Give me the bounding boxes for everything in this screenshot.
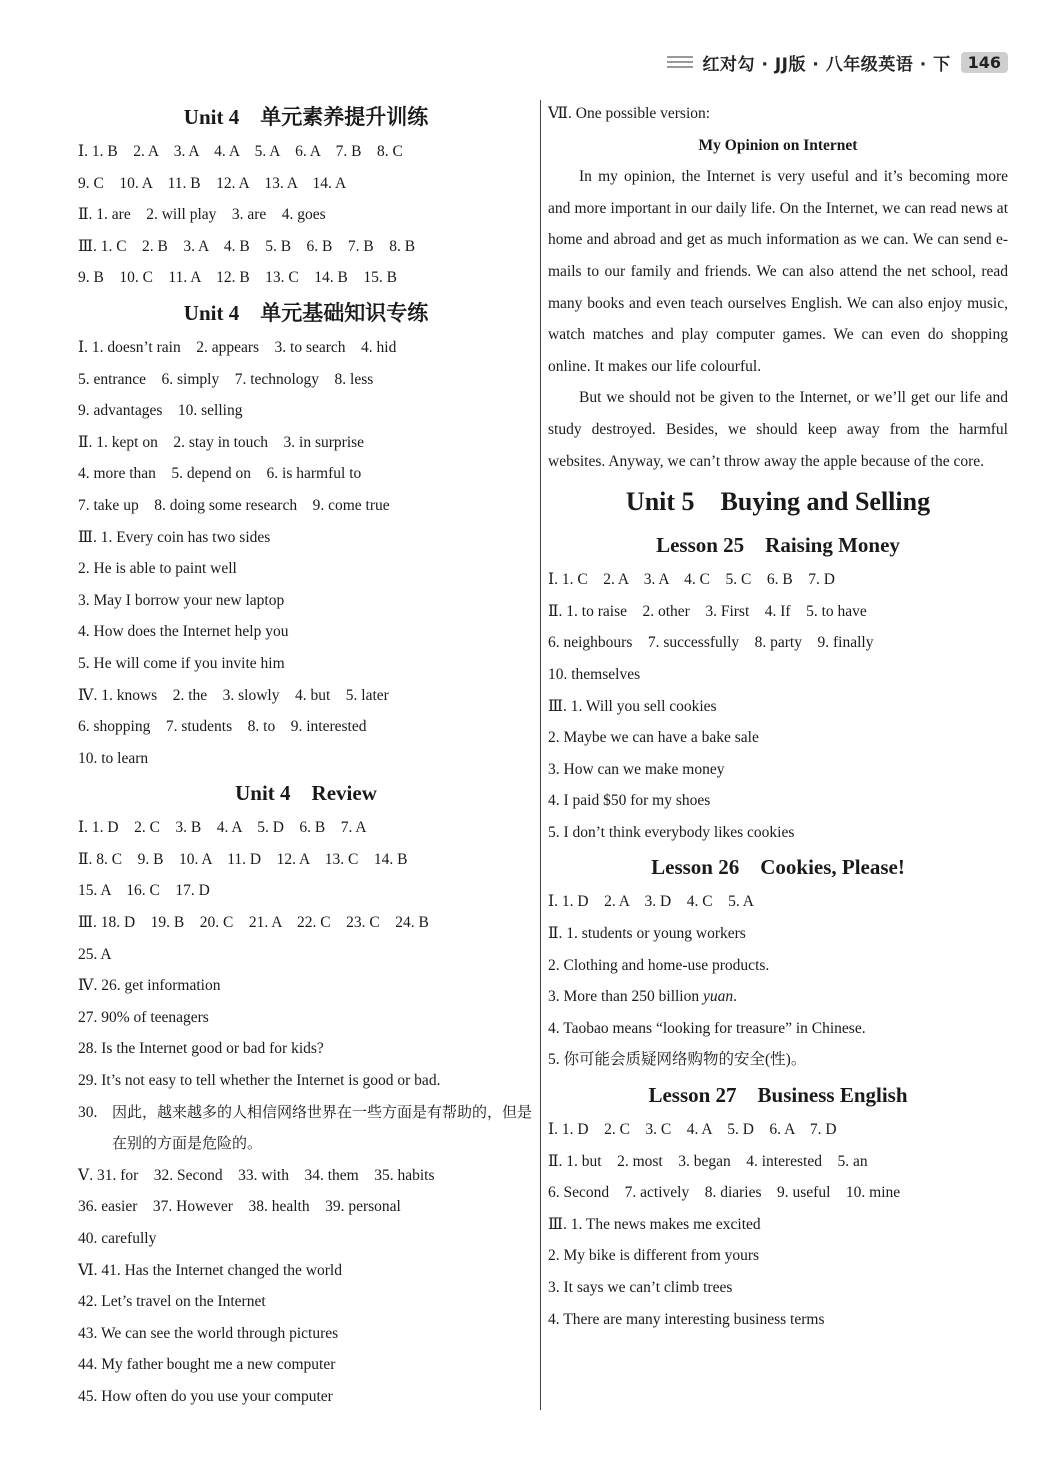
answer-line: Ⅰ. 1. B 2. A 3. A 4. A 5. A 6. A 7. B 8. C <box>78 143 403 160</box>
answer-line: 10. themselves <box>548 665 641 683</box>
translation-text: 因此，越来越多的人相信网络世界在一些方面是有帮助的，但是在别的方面是危险的。 <box>112 1102 533 1153</box>
answer-line: 3. How can we make money <box>548 760 725 778</box>
answer-line: Ⅱ. 8. C 9. B 10. A 11. D 12. A 13. C 14. B <box>78 850 408 868</box>
essay-title: My Opinion on Internet <box>698 136 858 154</box>
section-title: Unit 4 Review <box>235 781 377 806</box>
answer-line: 44. My father bought me a new computer <box>78 1356 336 1374</box>
answer-line: Ⅰ. 1. C 2. A 3. A 4. C 5. C 6. B 7. D <box>548 571 835 589</box>
answer-line: 5. He will come if you invite him <box>78 654 285 672</box>
page-number: 146 <box>961 52 1008 73</box>
answer-line: 5. entrance 6. simply 7. technology 8. less <box>78 370 374 388</box>
answer-line: 40. carefully <box>78 1230 157 1247</box>
answer-line: 6. shopping 7. students 8. to 9. interested <box>78 718 367 736</box>
answer-line: 28. Is the Internet good or bad for kids? <box>78 1040 324 1058</box>
answer-line: 3. It says we can’t climb trees <box>548 1279 733 1296</box>
answer-number: 30. <box>78 1103 98 1121</box>
answer-italic: yuan <box>703 988 734 1006</box>
left-column <box>78 98 534 1413</box>
section-title: Unit 4 单元素养提升训练 <box>183 105 429 129</box>
answer-line: 3. May I borrow your new laptop <box>78 591 285 609</box>
answer-line: Ⅱ. 1. to raise 2. other 3. First 4. If 5. to have <box>548 602 867 620</box>
answer-line: Ⅰ. 1. doesn’t rain 2. appears 3. to search 4. hid <box>78 338 397 356</box>
answer-line: Ⅱ. 1. students or young workers <box>548 925 746 943</box>
answer-line: 4. There are many interesting business terms <box>548 1310 825 1328</box>
answer-text: 3. More than 250 billion <box>548 988 703 1006</box>
answer-line: 29. It’s not easy to tell whether the Internet is good or bad. <box>78 1072 441 1090</box>
answer-line: 2. He is able to paint well <box>78 560 237 578</box>
answer-line: 6. neighbours 7. successfully 8. party 9. finally <box>548 634 874 652</box>
answer-line: 7. take up 8. doing some research 9. come true <box>78 496 390 514</box>
answer-line: 5. 你可能会质疑网络购物的安全(性)。 <box>548 1051 807 1069</box>
answer-line: Ⅵ. 41. Has the Internet changed the world <box>78 1261 342 1279</box>
answer-line: 4. How does the Internet help you <box>78 623 289 641</box>
answer-line <box>548 981 1008 1013</box>
answer-line: 2. My bike is different from yours <box>548 1247 760 1265</box>
answer-line: Ⅲ. 1. The news makes me excited <box>548 1215 761 1233</box>
answer-line: Ⅲ. 18. D 19. B 20. C 21. A 22. C 23. C 24. B <box>78 914 429 932</box>
answer-line: Ⅲ. 1. Every coin has two sides <box>78 528 271 546</box>
right-column <box>548 98 1008 1335</box>
essay-paragraph-2: But we should not be given to the Internet, or we’ll get our life and study destroyed. Besides, we should keep away from the harmful websites. Anyway, we can’t throw away the apple because of the core. <box>548 389 1008 470</box>
answer-line-translation <box>78 1097 534 1160</box>
answer-line: 10. to learn <box>78 749 149 767</box>
answer-line: Ⅳ. 26. get information <box>78 977 221 995</box>
answer-line: Ⅰ. 1. D 2. A 3. D 4. C 5. A <box>548 893 754 911</box>
answer-line: Ⅴ. 31. for 32. Second 33. with 34. them 35. habits <box>78 1166 435 1184</box>
answer-line: 9. advantages 10. selling <box>78 402 243 420</box>
answer-line: 5. I don’t think everybody likes cookies <box>548 823 795 841</box>
answer-line: Ⅱ. 1. kept on 2. stay in touch 3. in surprise <box>78 433 365 451</box>
header-decoration-icon <box>667 56 693 68</box>
essay-paragraph-1: In my opinion, the Internet is very useful and it’s becoming more and more important in our daily life. On the Internet, we can read news at home and abroad and get as much information as we can. We can send e-mails to our family and friends. We can also attend the net school, read many books and even teach ourselves English. We can also enjoy music, watch matches and play computer games. We can even do shopping online. It makes our life colourful. <box>548 168 1008 375</box>
answer-line: Ⅳ. 1. knows 2. the 3. slowly 4. but 5. later <box>78 686 389 704</box>
answer-line: 4. I paid $50 for my shoes <box>548 792 711 810</box>
column-divider <box>540 100 541 1410</box>
answer-line: Ⅰ. 1. D 2. C 3. B 4. A 5. D 6. B 7. A <box>78 819 367 837</box>
book-title: 红对勾 · JJ版 · 八年级英语 · 下 <box>702 54 951 75</box>
answer-line: Ⅰ. 1. D 2. C 3. C 4. A 5. D 6. A 7. D <box>548 1121 837 1139</box>
answer-line: 9. C 10. A 11. B 12. A 13. A 14. A <box>78 174 347 192</box>
unit-title: Unit 5 Buying and Selling <box>625 487 931 517</box>
answer-line: 4. Taobao means “looking for treasure” in Chinese. <box>548 1019 866 1037</box>
essay-intro: Ⅶ. One possible version: <box>548 105 711 122</box>
answer-line: 4. more than 5. depend on 6. is harmful to <box>78 465 362 483</box>
lesson-title: Lesson 26 Cookies, Please! <box>651 855 905 880</box>
answer-line: 6. Second 7. actively 8. diaries 9. useful 10. mine <box>548 1184 901 1202</box>
answer-line: Ⅱ. 1. but 2. most 3. began 4. interested 5. an <box>548 1152 868 1170</box>
answer-line: Ⅲ. 1. Will you sell cookies <box>548 697 717 715</box>
answer-line: 27. 90% of teenagers <box>78 1008 209 1026</box>
lesson-title: Lesson 27 Business English <box>648 1083 908 1108</box>
answer-line: Ⅲ. 1. C 2. B 3. A 4. B 5. B 6. B 7. B 8. B <box>78 237 416 255</box>
answer-line: 36. easier 37. However 38. health 39. personal <box>78 1198 401 1216</box>
answer-line: 43. We can see the world through pictures <box>78 1324 339 1342</box>
section-title: Unit 4 单元基础知识专练 <box>183 300 429 325</box>
answer-line: Ⅱ. 1. are 2. will play 3. are 4. goes <box>78 206 326 224</box>
answer-text: . <box>733 988 738 1006</box>
answer-line: 2. Clothing and home-use products. <box>548 956 770 974</box>
answer-line: 25. A <box>78 945 112 963</box>
lesson-title: Lesson 25 Raising Money <box>656 533 900 558</box>
answer-line: 9. B 10. C 11. A 12. B 13. C 14. B 15. B <box>78 269 397 287</box>
answer-line: 42. Let’s travel on the Internet <box>78 1293 266 1311</box>
page-header <box>667 48 1008 76</box>
answer-line: 15. A 16. C 17. D <box>78 882 210 900</box>
answer-line: 2. Maybe we can have a bake sale <box>548 729 759 747</box>
answer-line: 45. How often do you use your computer <box>78 1387 333 1405</box>
